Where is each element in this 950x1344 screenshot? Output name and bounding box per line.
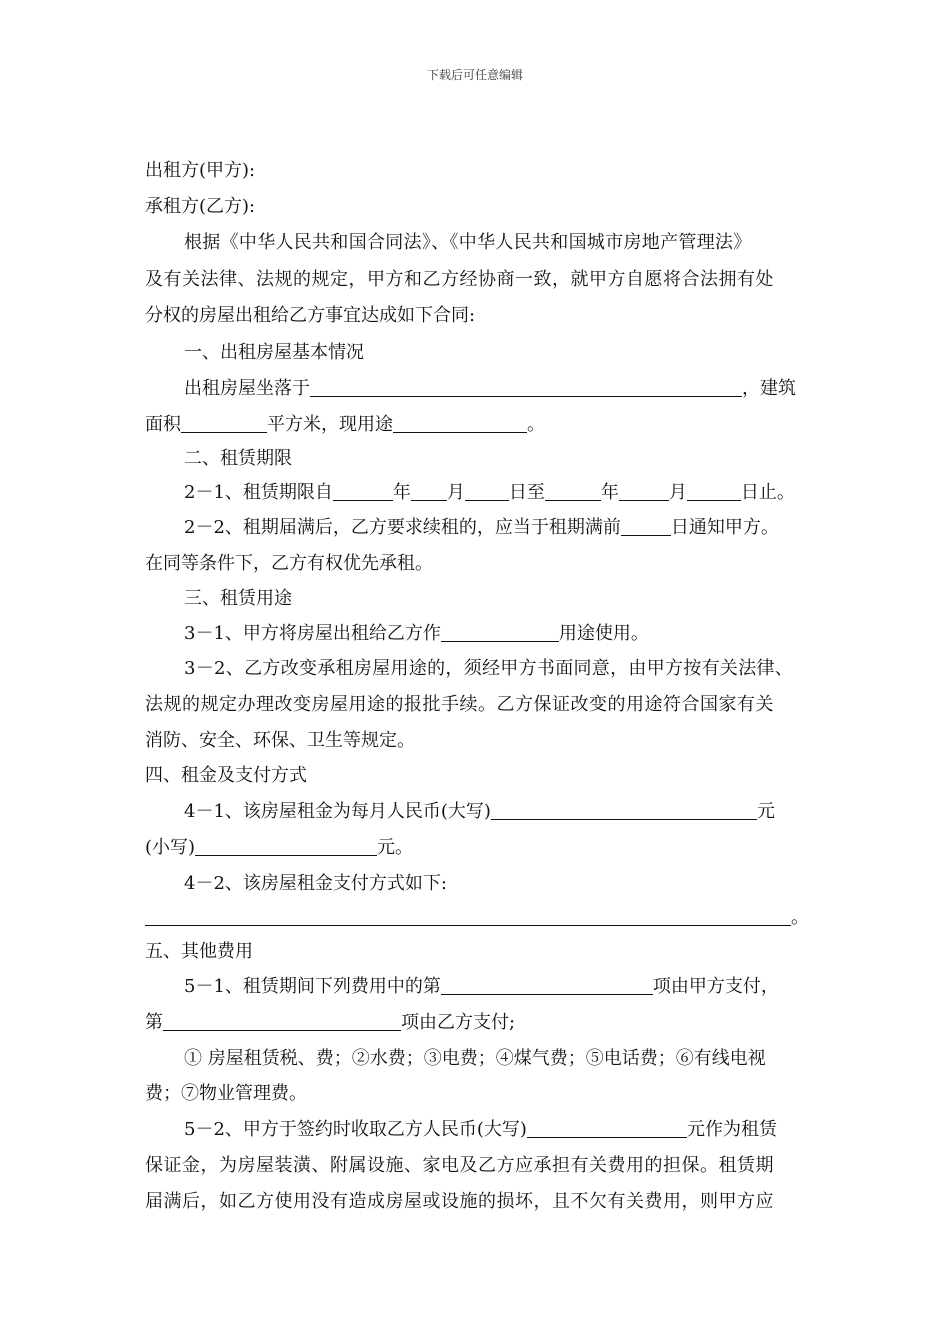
- lessor-line: 出租方(甲方):: [145, 160, 256, 181]
- paragraph-line: 根据《中华人民共和国合同法》、《中华人民共和国城市房地产管理法》: [184, 232, 752, 253]
- clause-text: 元。: [377, 837, 414, 858]
- clause-line: 费；⑦物业管理费。: [145, 1083, 307, 1104]
- clause-text: 项由甲方支付，: [652, 976, 779, 997]
- clause-text: 5－1、租赁期间下列费用中的第: [184, 976, 441, 997]
- clause-line: [184, 377, 810, 401]
- blank-line: [441, 976, 653, 995]
- blank-line: [687, 482, 741, 501]
- section-heading: 三、租赁用途: [184, 588, 292, 609]
- clause-text: 2－1、租赁期限自: [184, 482, 333, 503]
- clause-text: 年: [600, 482, 619, 503]
- clause-line: 消防、安全、环保、卫生等规定。: [145, 730, 415, 751]
- section-heading: 二、租赁期限: [184, 448, 292, 469]
- blank-line: [527, 1119, 687, 1138]
- blank-line: [393, 414, 527, 433]
- blank-line: [491, 801, 757, 820]
- blank-line: [195, 837, 377, 856]
- blank-line: [441, 623, 559, 642]
- section-heading: 五、其他费用: [145, 941, 253, 962]
- clause-text: 日通知甲方。: [670, 517, 779, 538]
- blank-line: [621, 517, 671, 536]
- clause-line: ① 房屋租赁税、费；②水费；③电费；④煤气费；⑤电话费；⑥有线电视: [184, 1048, 766, 1069]
- clause-line: 4－2、该房屋租金支付方式如下:: [184, 873, 447, 894]
- clause-text: 第: [145, 1012, 163, 1033]
- clause-line: [184, 516, 810, 540]
- blank-line: [465, 482, 509, 501]
- clause-text: 面积: [145, 414, 181, 435]
- clause-line: [184, 622, 810, 646]
- blank-line: [145, 907, 791, 926]
- clause-line: [145, 836, 810, 860]
- clause-text: 日至: [508, 482, 545, 503]
- lessee-line: 承租方(乙方):: [145, 196, 256, 217]
- clause-text: (小写): [145, 837, 196, 858]
- clause-text: 4－1、该房屋租金为每月人民币(大写): [184, 801, 491, 822]
- blank-line: [163, 1012, 401, 1031]
- clause-text: 元作为租赁: [686, 1119, 777, 1140]
- clause-text: 日止。: [740, 482, 795, 503]
- section-heading: 一、出租房屋基本情况: [184, 342, 364, 363]
- section-heading: 四、租金及支付方式: [145, 765, 307, 786]
- clause-line: [145, 1011, 810, 1035]
- blank-line: [411, 482, 447, 501]
- blank-line: [619, 482, 669, 501]
- clause-line: 保证金，为房屋装潢、附属设施、家电及乙方应承担有关费用的担保。租赁期: [145, 1155, 774, 1176]
- clause-line: 在同等条件下，乙方有权优先承租。: [145, 553, 433, 574]
- clause-text: 。: [791, 907, 809, 928]
- clause-text: ，建筑: [742, 378, 796, 399]
- clause-line: [184, 975, 810, 999]
- clause-text: 出租房屋坐落于: [184, 378, 310, 399]
- paragraph-line: 及有关法律、法规的规定，甲方和乙方经协商一致，就甲方自愿将合法拥有处: [145, 269, 774, 290]
- blank-line: [181, 414, 267, 433]
- clause-line: 届满后，如乙方使用没有造成房屋或设施的损坏，且不欠有关费用，则甲方应: [145, 1191, 774, 1212]
- page-header: 下载后可任意编辑: [426, 68, 523, 82]
- blank-line: [545, 482, 601, 501]
- clause-line: [184, 1118, 810, 1142]
- clause-text: 2－2、租期届满后，乙方要求续租的，应当于租期满前: [184, 517, 621, 538]
- clause-text: 月: [668, 482, 687, 503]
- clause-text: 。: [527, 414, 545, 435]
- clause-line: 法规的规定办理改变房屋用途的报批手续。乙方保证改变的用途符合国家有关: [145, 694, 774, 715]
- clause-text: 项由乙方支付;: [401, 1012, 516, 1033]
- clause-line: [184, 800, 810, 824]
- clause-text: 元: [756, 801, 775, 822]
- blank-line: [333, 482, 393, 501]
- clause-text: 3－1、甲方将房屋出租给乙方作: [184, 623, 441, 644]
- clause-text: 平方米，现用途: [267, 414, 393, 435]
- clause-text: 5－2、甲方于签约时收取乙方人民币(大写): [184, 1119, 527, 1140]
- clause-line: [184, 481, 810, 505]
- paragraph-line: 分权的房屋出租给乙方事宜达成如下合同:: [145, 305, 476, 326]
- clause-text: 年: [392, 482, 411, 503]
- clause-line: 3－2、乙方改变承租房屋用途的，须经甲方书面同意，由甲方按有关法律、: [184, 658, 794, 679]
- clause-line: [145, 906, 810, 930]
- clause-text: 月: [446, 482, 465, 503]
- blank-line: [310, 378, 742, 397]
- clause-line: [145, 413, 810, 437]
- clause-text: 用途使用。: [558, 623, 649, 644]
